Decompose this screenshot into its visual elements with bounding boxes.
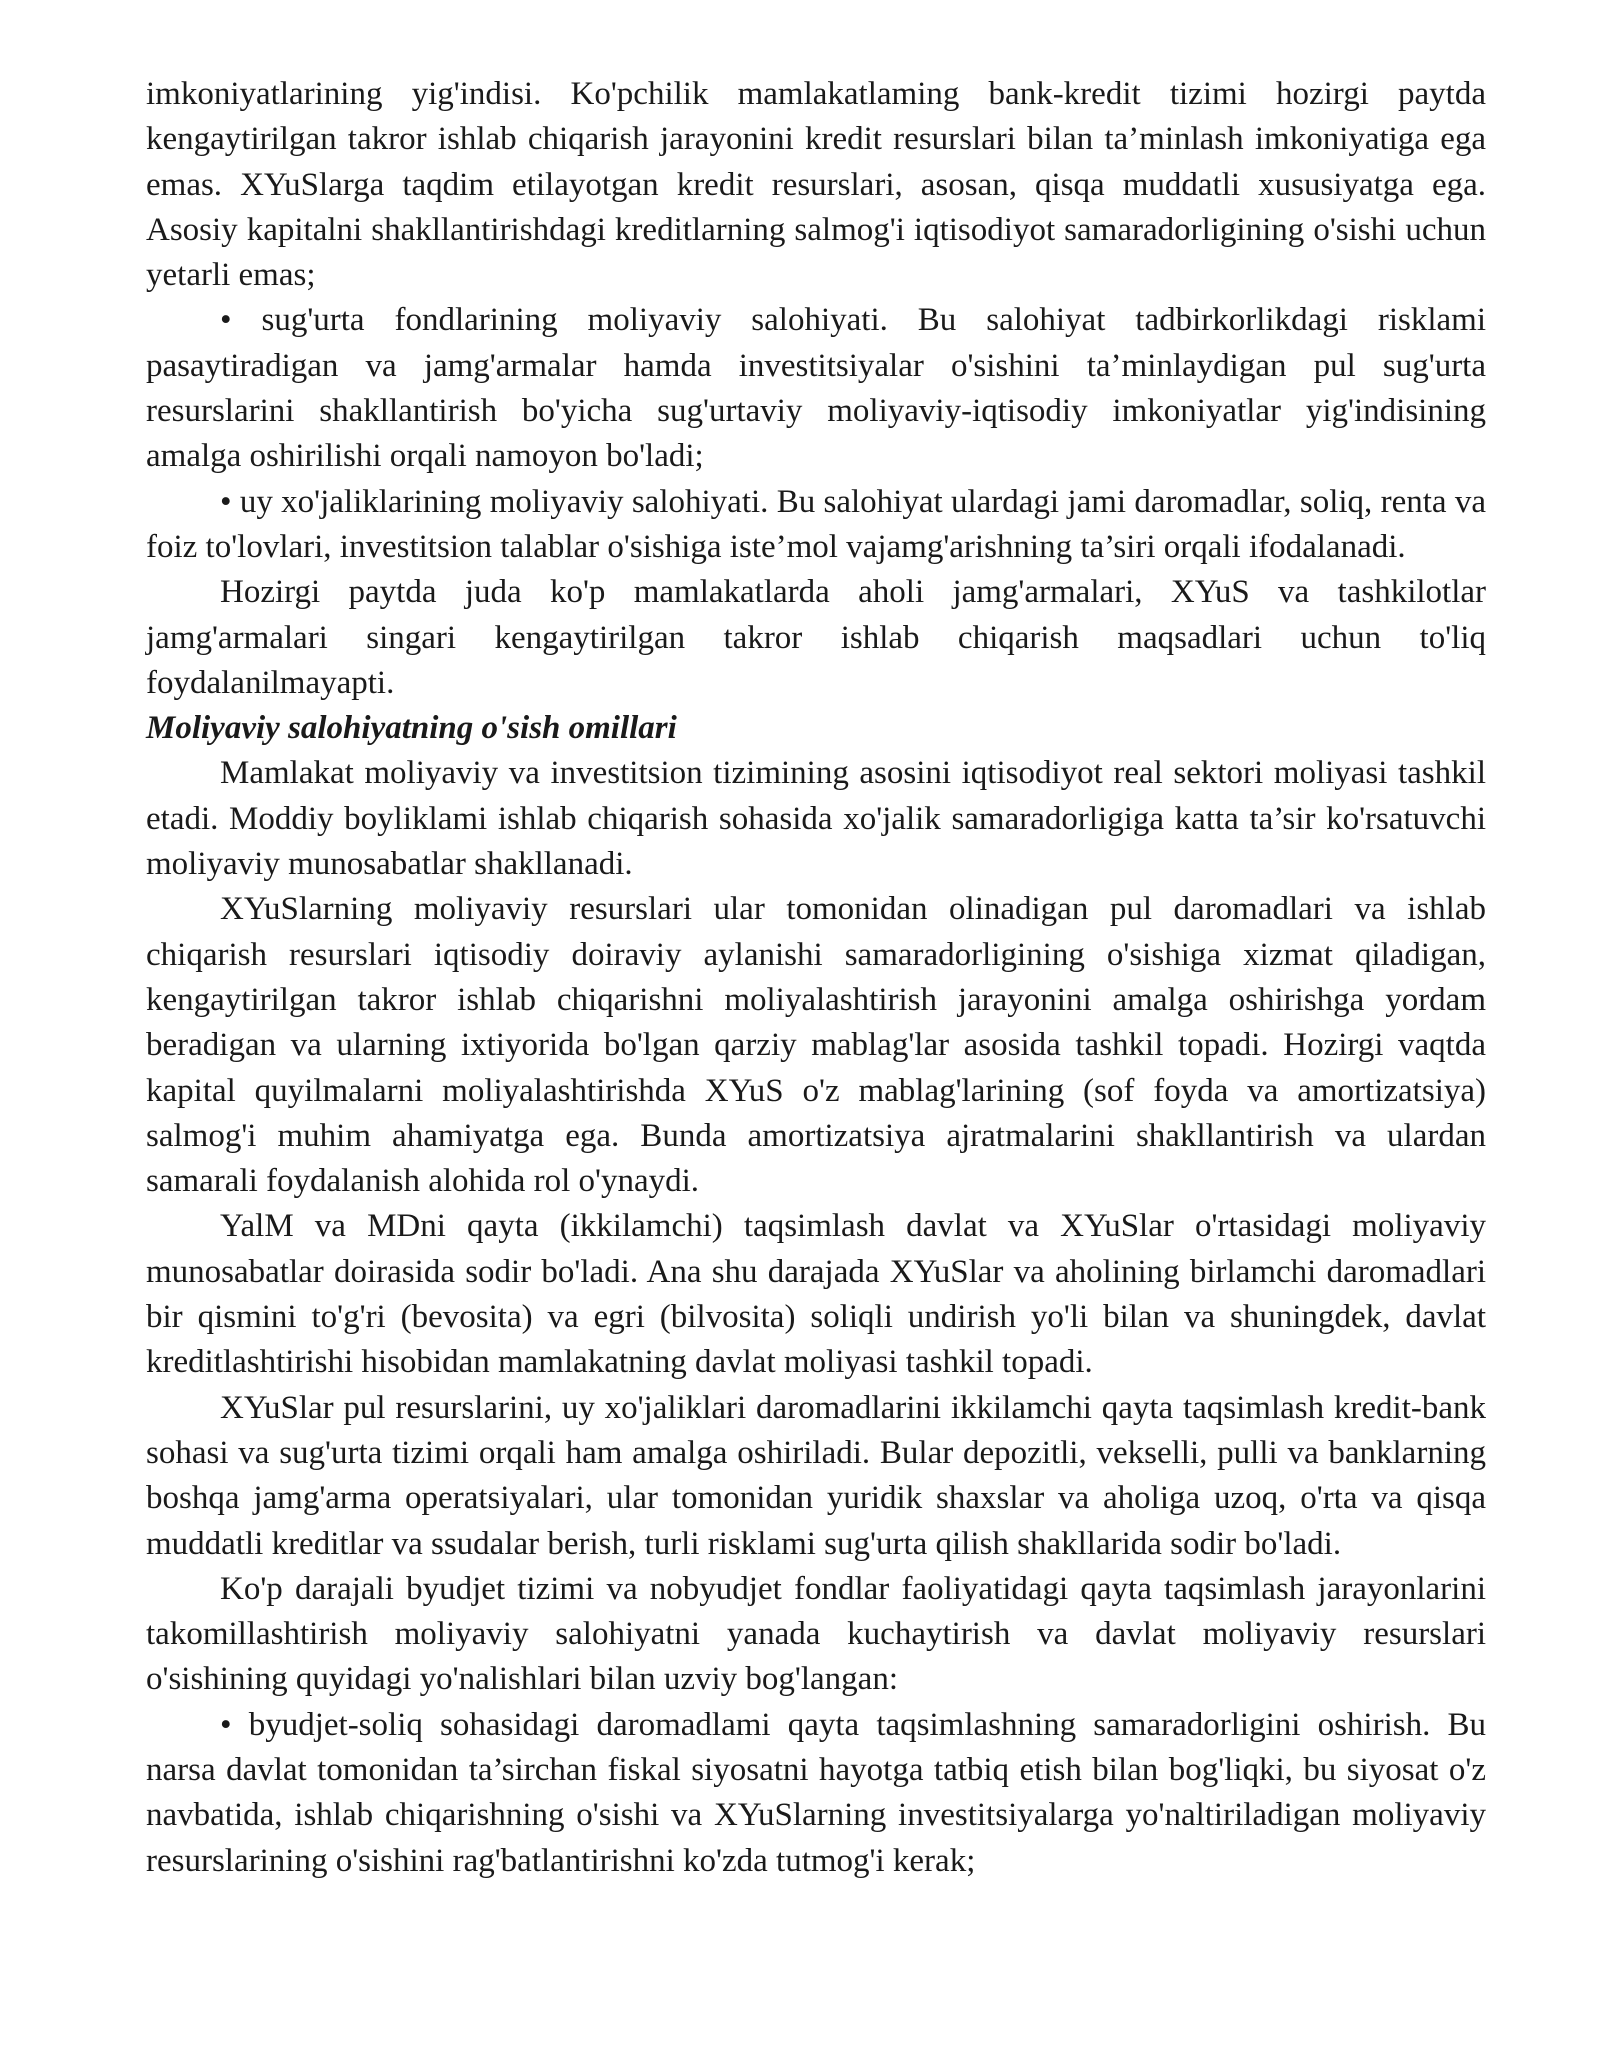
paragraph-credit-bank: XYuSlar pul resurslarini, uy xo'jaliklari daromadlarini ikkilamchi qayta taqsimlash kredit-bank sohasi va sug'urta tizimi orqali ham amalga oshiriladi. Bular depozitli, vekselli, pulli va banklarning boshqa jamg'arma operatsiyalari, ular tomonidan yuridik shaxslar va aholiga uzoq, o'rta va qisqa muddatli kreditlar va ssudalar berish, turli risklami sug'urta qilish shakllarida sodir bo'ladi. bbox=[146, 1389, 1486, 1562]
bullet-households: • uy xo'jaliklarining moliyaviy salohiyati. Bu salohiyat ulardagi jami daromadlar, soliq, renta va foiz to'lovlari, investitsion talablar o'sishiga iste’mol vajamg'arishning ta’siri orqali ifodalanadi. bbox=[146, 483, 1486, 565]
document-page bbox=[146, 72, 1486, 1884]
paragraph-financial-resources: XYuSlarning moliyaviy resurslari ular tomonidan olinadigan pul daromadlari va ishlab chiqarish resurslari iqtisodiy doiraviy aylanishi samaradorligining o'sishiga xizmat qiladigan, kengaytirilgan takror ishlab chiqarishni moliyalashtirish jarayonini amalga oshirishga yordam beradigan va ularning ixtiyorida bo'lgan qarziy mablag'lar asosida tashkil topadi. Hozirgi vaqtda kapital quyilmalarni moliyalashtirishda XYuS o'z mablag'larining (sof foyda va amortizatsiya) salmog'i muhim ahamiyatga ega. Bunda amortizatsiya ajratmalarini shakllantirish va ulardan samarali foydalanish alohida rol o'ynaydi. bbox=[146, 891, 1486, 1200]
paragraph-budget-system: Ko'p darajali byudjet tizimi va nobyudjet fondlar faoliyatidagi qayta taqsimlash jarayonlarini takomillashtirish moliyaviy salohiyatni yanada kuchaytirish va davlat moliyaviy resurslari o'sishining quyidagi yo'nalishlari bilan uzviy bog'langan: bbox=[146, 1570, 1486, 1698]
bullet-budget-tax: • byudjet-soliq sohasidagi daromadlami qayta taqsimlashning samaradorligini oshirish. Bu narsa davlat tomonidan ta’sirchan fiskal siyosatni hayotga tatbiq etish bilan bog'liqki, bu siyosat o'z navbatida, ishlab chiqarishning o'sishi va XYuSlarning investitsiyalarga yo'naltiriladigan moliyaviy resurslarining o'sishini rag'batlantirishni ko'zda tutmog'i kerak; bbox=[146, 1706, 1486, 1879]
paragraph-savings: Hozirgi paytda juda ko'p mamlakatlarda aholi jamg'armalari, XYuS va tashkilotlar jamg'armalari singari kengaytirilgan takror ishlab chiqarish maqsadlari uchun to'liq foydalanilmayapti. bbox=[146, 574, 1486, 701]
paragraph-real-sector: Mamlakat moliyaviy va investitsion tizimining asosini iqtisodiyot real sektori moliyasi tashkil etadi. Moddiy boyliklami ishlab chiqarish sohasida xo'jalik samaradorligiga katta ta’sir ko'rsatuvchi moliyaviy munosabatlar shakllanadi. bbox=[146, 755, 1486, 883]
section-heading: Moliyaviy salohiyatning o'sish omillari bbox=[146, 710, 677, 747]
bullet-insurance-funds: • sug'urta fondlarining moliyaviy salohiyati. Bu salohiyat tadbirkorlikdagi risklami pasaytiradigan va jamg'armalar hamda investitsiyalar o'sishini ta’minlaydigan pul sug'urta resurslarini shakllantirish bo'yicha sug'urtaviy moliyaviy-iqtisodiy imkoniyatlar yig'indisining amalga oshirilishi orqali namoyon bo'ladi; bbox=[146, 302, 1486, 475]
paragraph-continuation: imkoniyatlarining yig'indisi. Ko'pchilik mamlakatlaming bank-kredit tizimi hozirgi paytda kengaytirilgan takror ishlab chiqarish jarayonini kredit resurslari bilan ta’minlash imkoniyatiga ega emas. XYuSlarga taqdim etilayotgan kredit resurslari, asosan, qisqa muddatli xususiyatga ega. Asosiy kapitalni shakllantirishdagi kreditlarning salmog'i iqtisodiyot samaradorligining o'sishi uchun yetarli emas; bbox=[146, 76, 1486, 294]
paragraph-redistribution: YalM va MDni qayta (ikkilamchi) taqsimlash davlat va XYuSlar o'rtasidagi moliyaviy munosabatlar doirasida sodir bo'ladi. Ana shu darajada XYuSlar va aholining birlamchi daromadlari bir qismini to'g'ri (bevosita) va egri (bilvosita) soliqli undirish yo'li bilan va shuningdek, davlat kreditlashtirishi hisobidan mamlakatning davlat moliyasi tashkil topadi. bbox=[146, 1208, 1486, 1381]
